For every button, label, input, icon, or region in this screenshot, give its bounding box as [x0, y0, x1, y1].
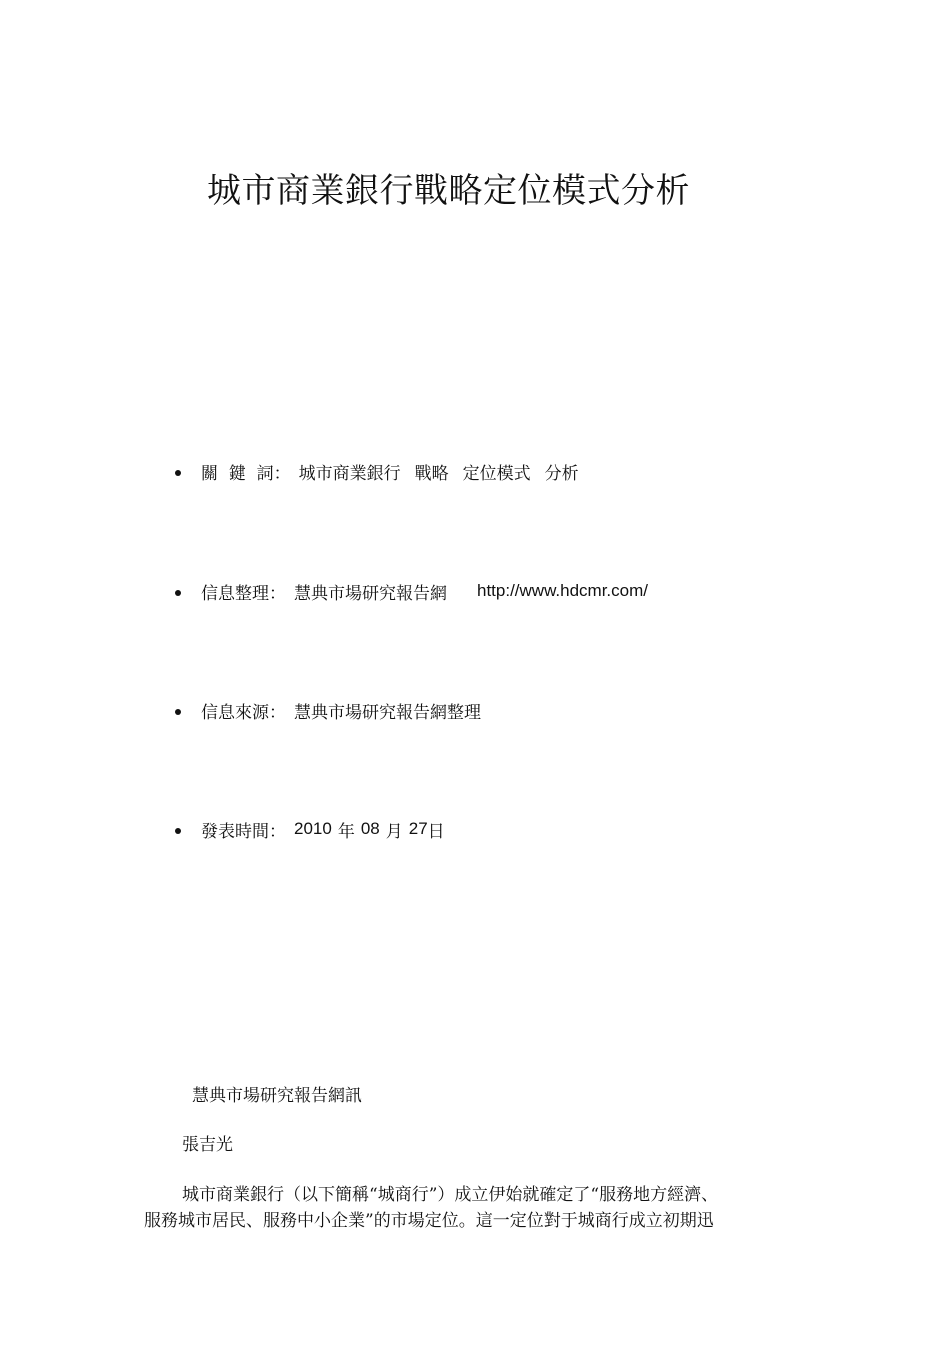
meta-published — [175, 814, 445, 844]
keywords-label: 關 鍵 詞： — [201, 463, 291, 484]
organizer-name: 慧典市場研究報告網 — [294, 583, 447, 604]
keyword-term: 戰略 — [414, 463, 449, 484]
source-label: 信息來源： — [201, 702, 286, 723]
published-year: 2010 — [294, 819, 332, 838]
keyword-term: 分析 — [544, 463, 579, 484]
meta-organizer — [175, 576, 648, 606]
keyword-term: 定位模式 — [462, 463, 531, 484]
bullet-icon — [175, 828, 181, 834]
paragraph-line: 城市商業銀行（以下簡稱“城商行”）成立伊始就確定了“服務地方經濟、 — [182, 1185, 719, 1205]
published-year-unit: 年 — [337, 821, 355, 842]
source-value: 慧典市場研究報告網整理 — [294, 702, 481, 723]
document-title: 城市商業銀行戰略定位模式分析 — [207, 171, 690, 211]
published-day-unit: 日 — [427, 821, 445, 842]
bullet-icon — [175, 709, 181, 715]
published-month-unit: 月 — [385, 821, 403, 842]
organizer-url: http://www.hdcmr.com/ — [477, 581, 648, 600]
paragraph-line: 服務城市居民、服務中小企業”的市場定位。這一定位對于城商行成立初期迅 — [144, 1211, 714, 1231]
published-label: 發表時間： — [201, 821, 286, 842]
published-month: 08 — [360, 819, 380, 838]
keyword-term: 城市商業銀行 — [298, 463, 401, 484]
meta-keywords — [175, 456, 579, 486]
bullet-icon — [175, 590, 181, 596]
published-day: 27 — [408, 819, 428, 838]
bullet-icon — [175, 470, 181, 476]
meta-source — [175, 695, 481, 725]
author-name: 張吉光 — [182, 1135, 233, 1155]
source-line: 慧典市場研究報告網訊 — [192, 1086, 362, 1106]
organizer-label: 信息整理： — [201, 583, 286, 604]
